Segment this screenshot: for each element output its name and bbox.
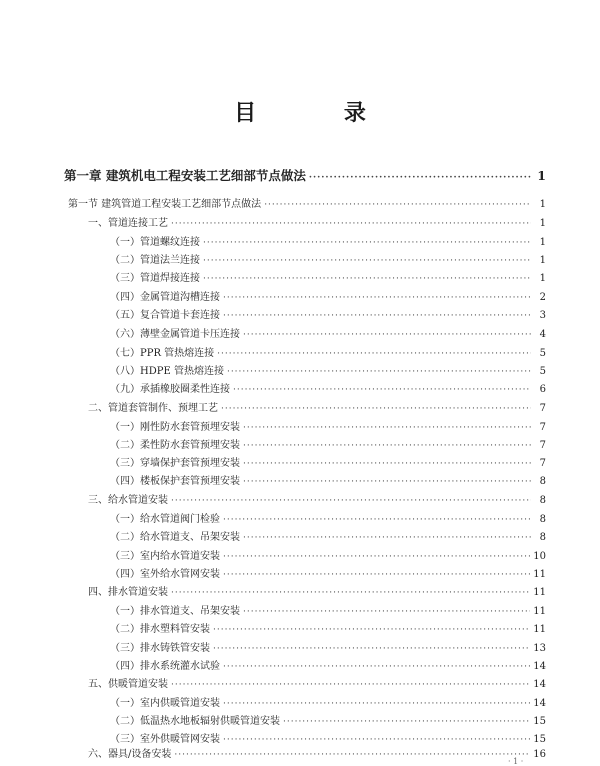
dot-leader (223, 516, 531, 525)
toc-entry-page: 14 (533, 679, 546, 690)
toc-entry-label: 三、给水管道安装 (88, 495, 168, 506)
toc-entry[interactable] (110, 233, 546, 248)
toc-entry-label: （二）给水管道支、吊架安装 (110, 532, 240, 543)
toc-entry-label: （二）柔性防水套管预埋安装 (110, 440, 240, 451)
dot-leader (223, 571, 530, 580)
toc-entry-page: 1 (539, 255, 546, 266)
toc-entry[interactable] (88, 745, 546, 760)
toc-entry[interactable] (110, 380, 546, 395)
toc-entry-page: 7 (539, 422, 546, 433)
toc-entry[interactable] (88, 583, 546, 598)
toc-entry-page: 11 (533, 624, 546, 635)
toc-entry-page: 11 (533, 606, 546, 617)
dot-leader (243, 424, 531, 433)
toc-entry-label: 六、器具/设备安装 (88, 749, 172, 760)
toc-entry-label: 一、管道连接工艺 (88, 218, 168, 229)
toc-entry-label: （二）管道法兰连接 (110, 255, 200, 266)
toc-entry-page: 8 (539, 476, 546, 487)
toc-entry-page: 1 (539, 273, 546, 284)
toc-entry-page: 1 (539, 218, 546, 229)
toc-entry-label: （三）排水铸铁管安装 (110, 643, 210, 654)
toc-entry-label: （一）刚性防水套管预埋安装 (110, 422, 240, 433)
toc-entry[interactable] (110, 436, 546, 451)
toc-entry-page: 8 (539, 495, 546, 506)
toc-entry[interactable] (110, 344, 546, 359)
toc-entry[interactable] (110, 657, 546, 672)
toc-entry-page: 8 (539, 532, 546, 543)
dot-leader (171, 497, 531, 506)
toc-entry-label: （二）低温热水地板辐射供暖管道安装 (110, 716, 280, 727)
toc-entry[interactable] (110, 565, 546, 580)
toc-entry[interactable] (110, 694, 546, 709)
toc-entry-label: （八）HDPE 管热熔连接 (110, 366, 224, 377)
toc-section-entry[interactable] (68, 195, 546, 210)
dot-leader (233, 386, 531, 395)
dot-leader (243, 331, 531, 340)
toc-entry-page: 5 (539, 348, 546, 359)
dot-leader (223, 294, 531, 303)
toc-entry-label: （五）复合管道卡套连接 (110, 310, 220, 321)
toc-entry-page: 16 (533, 749, 546, 760)
toc-entry-label: （四）楼板保护套管预埋安装 (110, 476, 240, 487)
toc-entry-label: （七）PPR 管热熔连接 (110, 348, 215, 359)
toc-entry[interactable] (88, 214, 546, 229)
dot-leader (223, 736, 530, 745)
toc-entry-label: （三）室外供暖管网安装 (110, 734, 220, 745)
toc-entry-page: 14 (533, 661, 546, 672)
dot-leader (171, 589, 530, 598)
toc-entry[interactable] (110, 712, 546, 727)
toc-entry-page: 13 (533, 643, 546, 654)
dot-leader (217, 350, 531, 359)
toc-entry-label: （一）管道螺纹连接 (110, 237, 200, 248)
toc-entry-label: （二）排水塑料管安装 (110, 624, 210, 635)
toc-entry[interactable] (110, 639, 546, 654)
toc-entry-page: 1 (537, 168, 546, 183)
dot-leader (223, 312, 531, 321)
toc-entry-label: （四）金属管道沟槽连接 (110, 292, 220, 303)
toc-entry-page: 15 (533, 716, 546, 727)
toc-entry-label: （三）室内给水管道安装 (110, 551, 220, 562)
toc-entry[interactable] (110, 472, 546, 487)
toc-entry-page: 7 (539, 403, 546, 414)
toc-entry-page: 11 (533, 587, 546, 598)
toc-entry-label: （九）承插橡胶圈柔性连接 (110, 384, 230, 395)
toc-entry-page: 15 (533, 734, 546, 745)
toc-entry[interactable] (88, 675, 546, 690)
toc-chapter-entry[interactable] (64, 166, 546, 184)
toc-entry[interactable] (110, 730, 546, 745)
toc-entry-page: 1 (539, 237, 546, 248)
toc-entry[interactable] (110, 620, 546, 635)
toc-entry[interactable] (110, 528, 546, 543)
toc-entry-label: 四、排水管道安装 (88, 587, 168, 598)
toc-entry-label: 二、管道套管制作、预埋工艺 (88, 403, 218, 414)
dot-leader (243, 460, 531, 469)
toc-entry-label: （一）室内供暖管道安装 (110, 698, 220, 709)
toc-entry[interactable] (110, 288, 546, 303)
page-title: 目 录 (234, 100, 406, 126)
dot-leader (264, 201, 531, 210)
toc-entry-page: 3 (539, 310, 546, 321)
dot-leader (213, 626, 530, 635)
dot-leader (283, 718, 530, 727)
dot-leader (221, 405, 531, 414)
toc-entry[interactable] (110, 362, 546, 377)
toc-entry-label: 第一节 建筑管道工程安装工艺细部节点做法 (68, 199, 262, 210)
toc-entry-page: 11 (533, 569, 546, 580)
toc-entry-label: （一）给水管道阀门检验 (110, 514, 220, 525)
toc-entry-page: 6 (539, 384, 546, 395)
toc-entry-label: 五、供暖管道安装 (88, 679, 168, 690)
toc-entry-label: （六）薄壁金属管道卡压连接 (110, 329, 240, 340)
toc-entry[interactable] (110, 418, 546, 433)
dot-leader (309, 174, 531, 183)
toc-entry-page: 4 (539, 329, 546, 340)
toc-entry-label: （三）管道焊接连接 (110, 273, 200, 284)
toc-entry-page: 2 (539, 292, 546, 303)
toc-entry-label: （四）室外给水管网安装 (110, 569, 220, 580)
toc-entry-page: 7 (539, 440, 546, 451)
toc-entry-page: 7 (539, 458, 546, 469)
dot-leader (227, 368, 531, 377)
dot-leader (171, 220, 531, 229)
toc-entry[interactable] (88, 399, 546, 414)
toc-entry-label: （四）排水系统灌水试验 (110, 661, 220, 672)
toc-entry-page: 8 (539, 514, 546, 525)
page-number-footer: · 1 · (508, 757, 524, 766)
dot-leader (203, 239, 531, 248)
dot-leader (243, 608, 530, 617)
toc-entry[interactable] (110, 510, 546, 525)
dot-leader (171, 681, 530, 690)
toc-entry-page: 14 (533, 698, 546, 709)
toc-entry-page: 10 (533, 551, 546, 562)
dot-leader (223, 553, 530, 562)
dot-leader (223, 663, 530, 672)
toc-entry-label: （三）穿墙保护套管预埋安装 (110, 458, 240, 469)
toc-entry[interactable] (110, 454, 546, 469)
dot-leader (243, 478, 531, 487)
toc-entry[interactable] (88, 491, 546, 506)
toc-entry-page: 1 (539, 199, 546, 210)
toc-entry-label: （一）排水管道支、吊架安装 (110, 606, 240, 617)
toc-entry[interactable] (110, 251, 546, 266)
dot-leader (203, 275, 531, 284)
dot-leader (223, 700, 530, 709)
toc-entry[interactable] (110, 306, 546, 321)
toc-entry-label: 第一章 建筑机电工程安装工艺细部节点做法 (64, 168, 306, 183)
toc-entry[interactable] (110, 602, 546, 617)
toc-entry-page: 5 (539, 366, 546, 377)
dot-leader (243, 442, 531, 451)
dot-leader (213, 645, 530, 654)
toc-entry[interactable] (110, 269, 546, 284)
dot-leader (174, 751, 530, 760)
toc-entry[interactable] (110, 325, 546, 340)
toc-entry[interactable] (110, 547, 546, 562)
dot-leader (243, 534, 531, 543)
dot-leader (203, 257, 531, 266)
